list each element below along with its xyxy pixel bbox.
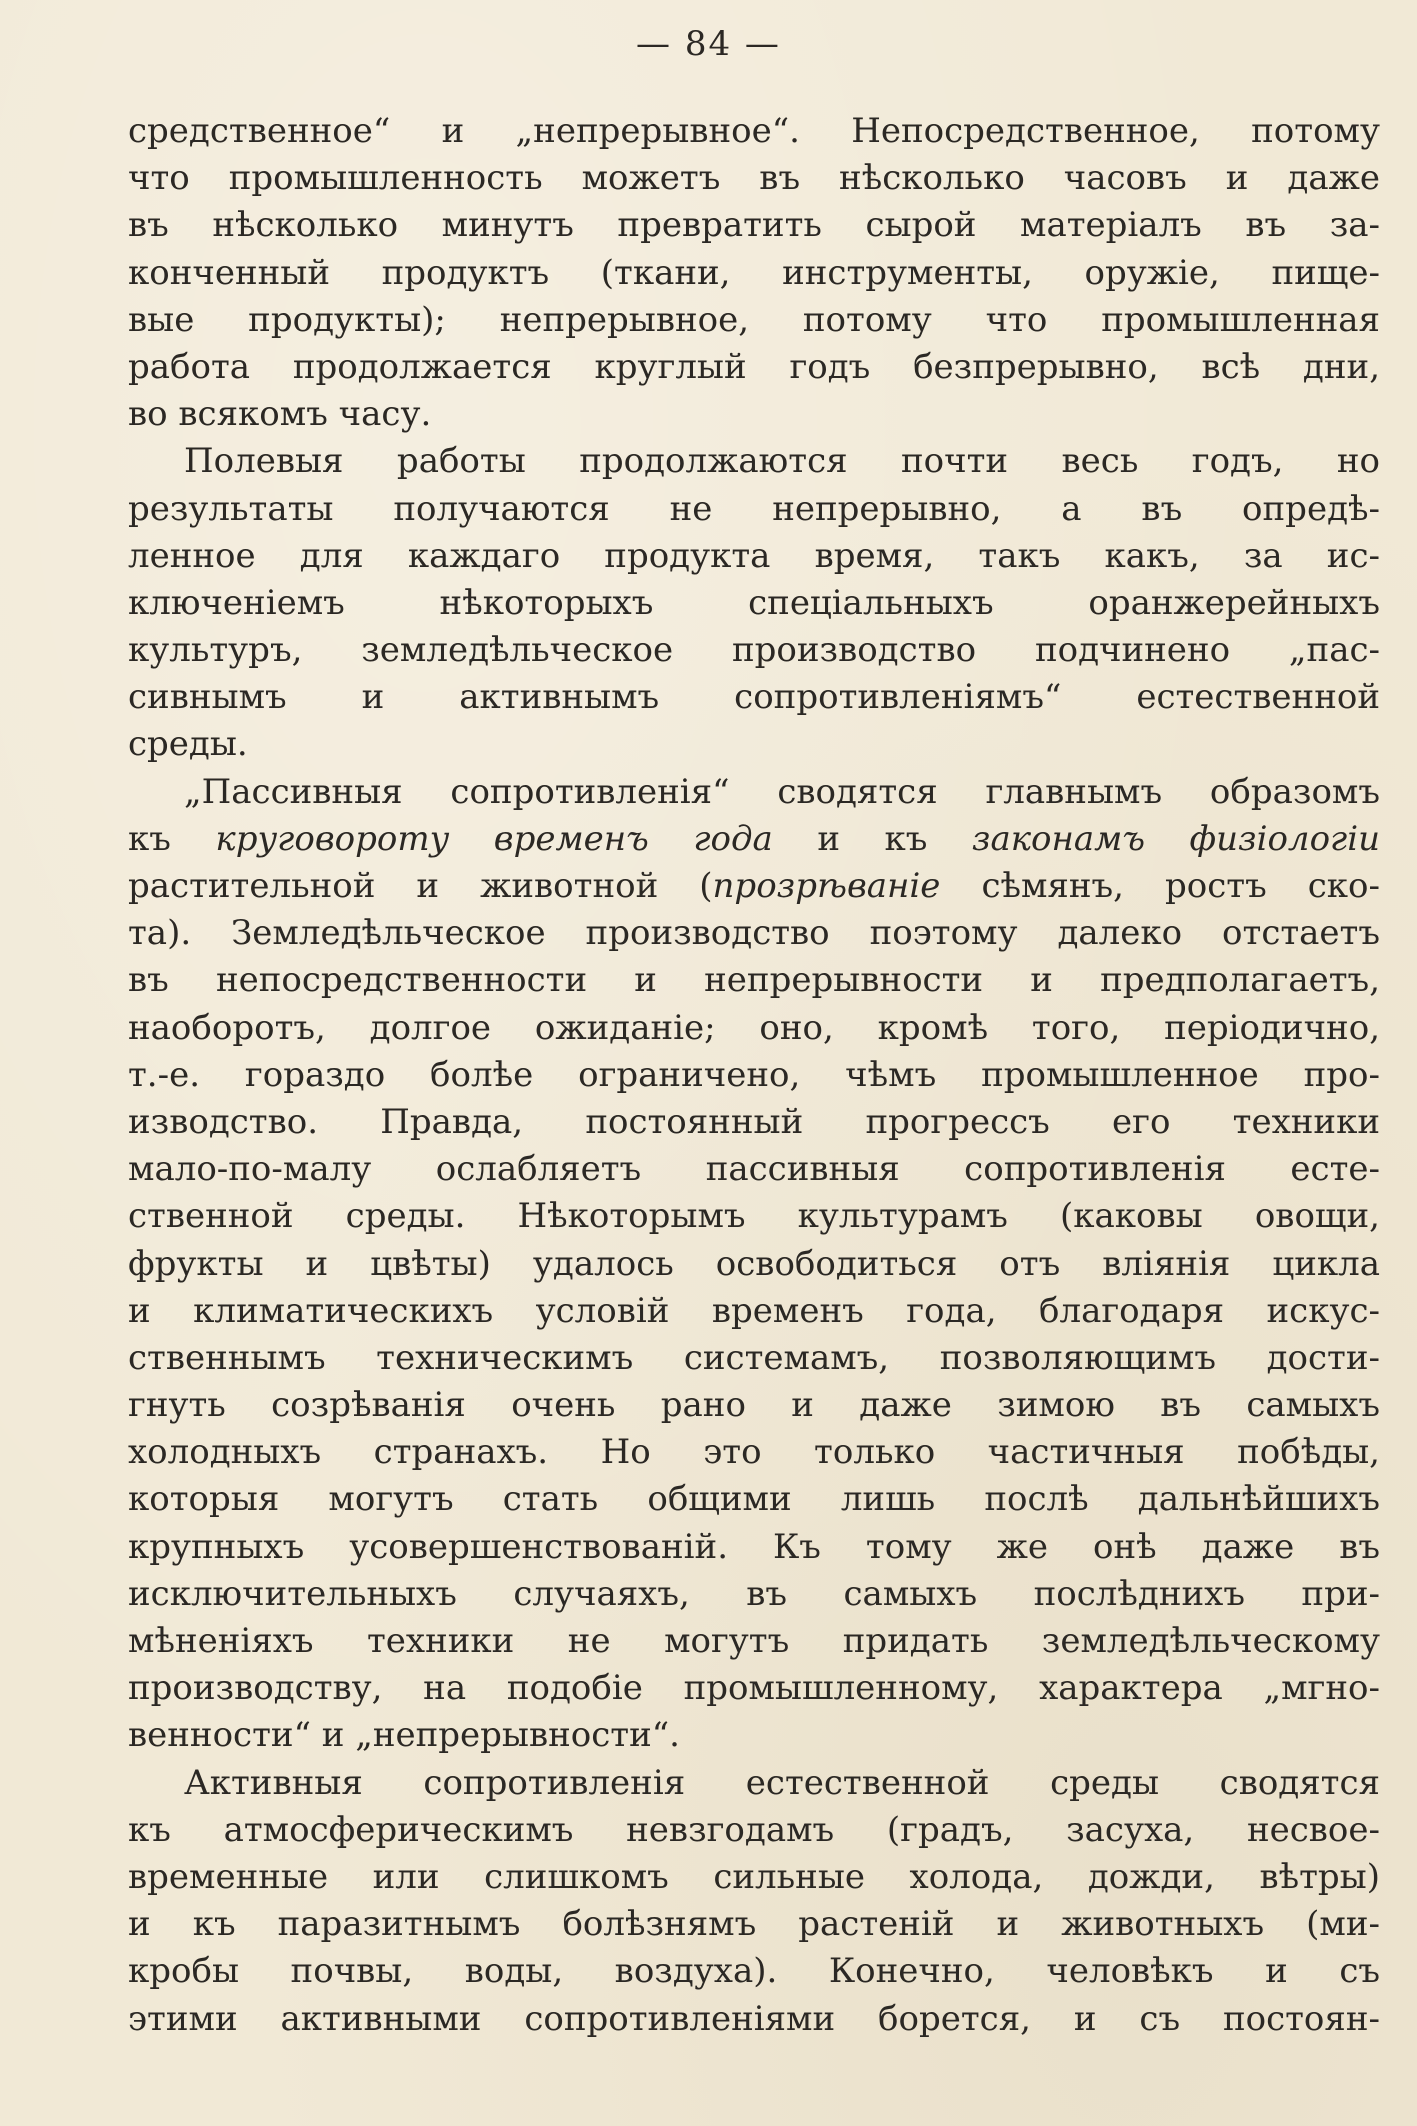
text-line: результаты получаются не непрерывно, а въ опредѣ- [128, 488, 1380, 529]
text-line: культуръ, земледѣльческое производство подчинено „пас- [128, 630, 1380, 671]
text-line: этими активными сопротивленіями борется, и съ постоян- [128, 1998, 1380, 2039]
text-line: и къ паразитнымъ болѣзнямъ растеній и животныхъ (ми- [128, 1904, 1380, 1945]
text-line: работа продолжается круглый годъ безпрерывно, всѣ дни, [128, 346, 1380, 387]
text-line: наоборотъ, долгое ожиданіе; оно, кромѣ того, періодично, [128, 1007, 1380, 1048]
text-line: производству, на подобіе промышленному, характера „мгно- [128, 1668, 1380, 1709]
text-line: Полевыя работы продолжаются почти весь годъ, но [184, 441, 1380, 482]
text-line: которыя могутъ стать общими лишь послѣ дальнѣйшихъ [128, 1479, 1380, 1520]
text-line: ственной среды. Нѣкоторымъ культурамъ (каковы овощи, [128, 1196, 1380, 1237]
page-text [128, 108, 1380, 2043]
text-line: въ непосредственности и непрерывности и предполагаетъ, [128, 960, 1380, 1001]
text-line: во всякомъ часу. [128, 394, 432, 435]
text-line: венности“ и „непрерывности“. [128, 1715, 680, 1756]
text-line: въ нѣсколько минутъ превратить сырой матеріалъ въ за- [128, 205, 1380, 246]
italic-phrase: прозрѣваніе [712, 866, 941, 906]
text-line: временные или слишкомъ сильные холода, дожди, вѣтры) [128, 1856, 1380, 1897]
paragraph [128, 769, 1380, 1760]
text-line: та). Земледѣльческое производство поэтому далеко отстаетъ [128, 913, 1380, 954]
text-line: растительной и животной (прозрѣваніе сѣмянъ, ростъ ско- [128, 866, 1380, 906]
text-line: гнуть созрѣванія очень рано и даже зимою въ самыхъ [128, 1385, 1380, 1426]
text-line: исключительныхъ случаяхъ, въ самыхъ послѣднихъ при- [128, 1573, 1380, 1614]
text-line: „Пассивныя сопротивленія“ сводятся главнымъ образомъ [184, 771, 1380, 812]
paragraph [128, 108, 1380, 438]
text-line: среды. [128, 724, 248, 765]
text-line: фрукты и цвѣты) удалось освободиться отъ вліянія цикла [128, 1243, 1380, 1284]
text-line: кробы почвы, воды, воздуха). Конечно, человѣкъ и съ [128, 1951, 1380, 1992]
text-line: крупныхъ усовершенствованій. Къ тому же онѣ даже въ [128, 1526, 1380, 1567]
text-line: Активныя сопротивленія естественной среды сводятся [184, 1762, 1380, 1803]
text-line: ключеніемъ нѣкоторыхъ спеціальныхъ оранжерейныхъ [128, 582, 1380, 623]
page-number: — 84 — [636, 24, 781, 64]
text-line: и климатическихъ условій временъ года, благодаря искус- [128, 1290, 1380, 1331]
text-line: что промышленность можетъ въ нѣсколько часовъ и даже [128, 158, 1380, 199]
text-line: средственное“ и „непрерывное“. Непосредственное, потому [128, 111, 1380, 151]
text-line: ленное для каждаго продукта время, такъ какъ, за ис- [128, 535, 1380, 576]
paragraph [128, 1760, 1380, 2043]
text-line: къ круговороту временъ года и къ законамъ физіологіи [128, 818, 1380, 859]
text-line: сивнымъ и активнымъ сопротивленіямъ“ естественной [128, 677, 1380, 718]
text-line: вые продукты); непрерывное, потому что промышленная [128, 299, 1380, 340]
text-line: изводство. Правда, постоянный прогрессъ его техники [128, 1101, 1380, 1142]
italic-phrase: круговороту временъ года [215, 818, 773, 859]
text-line: ственнымъ техническимъ системамъ, позволяющимъ дости- [128, 1337, 1380, 1378]
text-line: мало-по-малу ослабляетъ пассивныя сопротивленія есте- [128, 1149, 1380, 1190]
paragraph [128, 438, 1380, 768]
text-line: мѣненіяхъ техники не могутъ придать земледѣльческому [128, 1621, 1380, 1661]
italic-phrase: законамъ физіологіи [971, 818, 1380, 859]
text-line: холодныхъ странахъ. Но это только частичныя побѣды, [128, 1432, 1380, 1473]
text-line: конченный продуктъ (ткани, инструменты, оружіе, пище- [128, 252, 1380, 293]
text-line: т.-е. гораздо болѣе ограничено, чѣмъ промышленное про- [128, 1054, 1380, 1095]
text-line: къ атмосферическимъ невзгодамъ (градъ, засуха, несвое- [128, 1809, 1380, 1850]
